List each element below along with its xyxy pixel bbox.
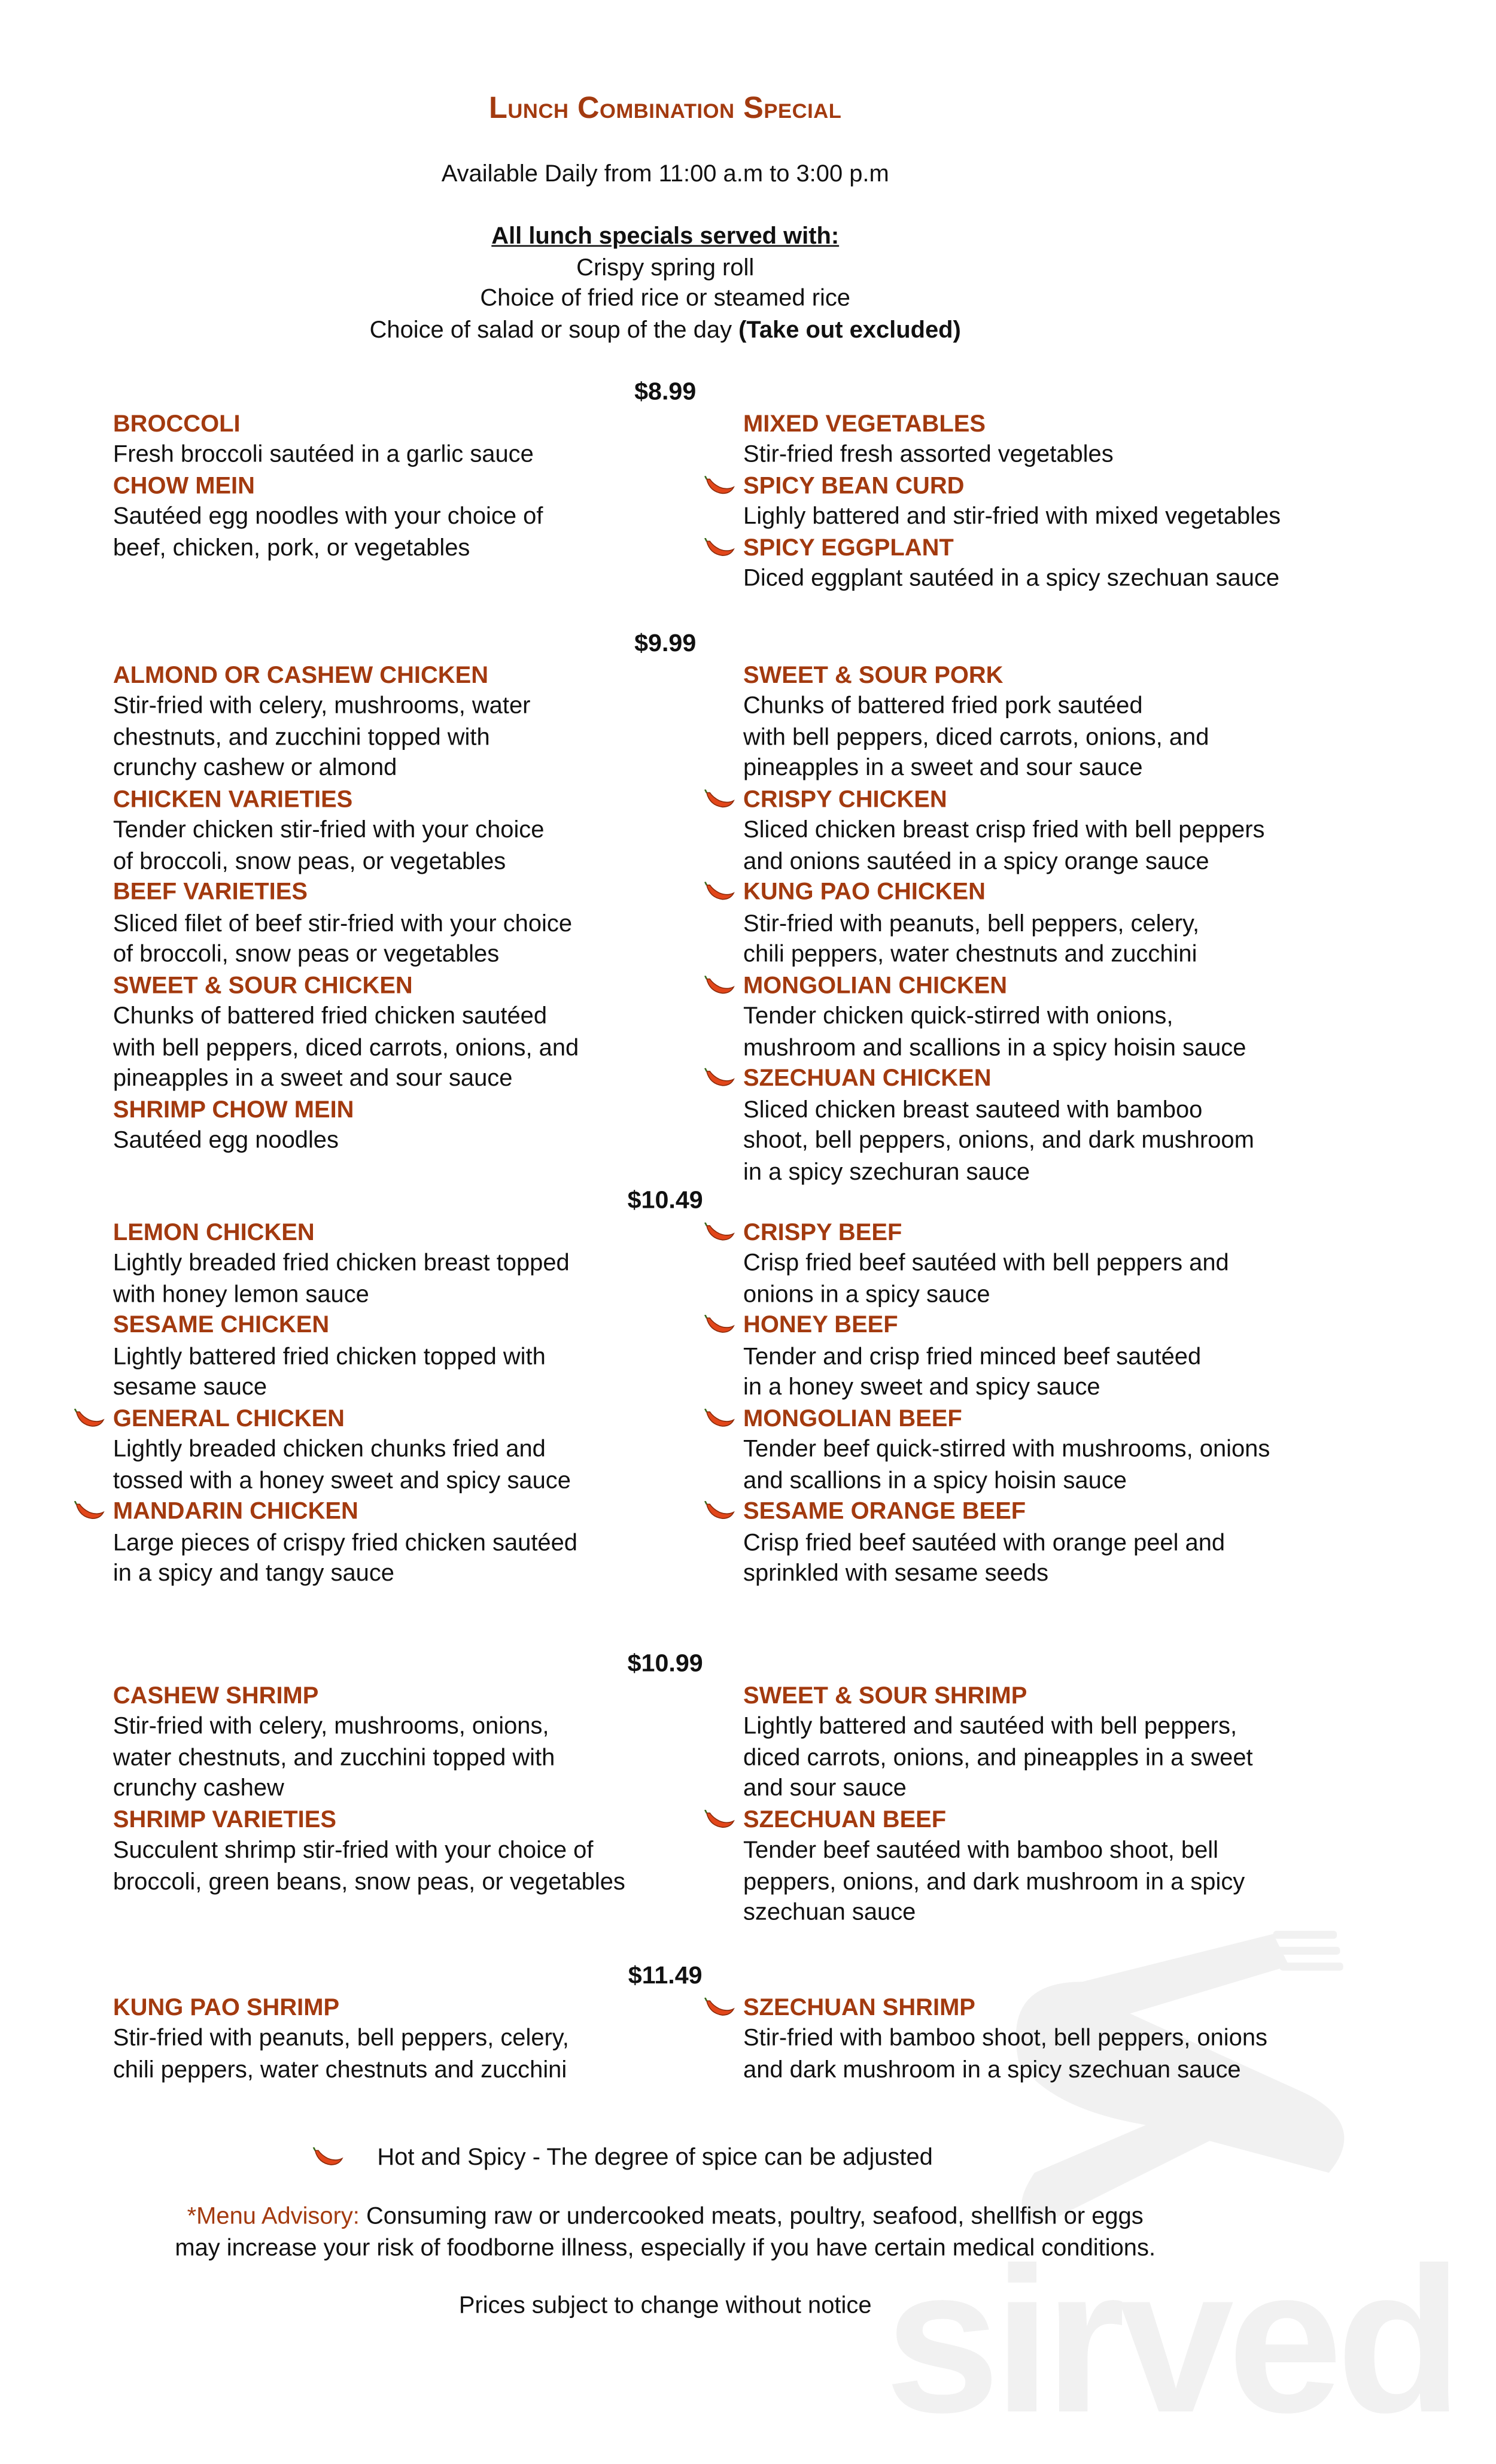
menu-item-name: MIXED VEGETABLES [743,409,986,437]
price-heading: $8.99 [634,378,697,406]
menu-item-name: SWEET & SOUR PORK [743,661,1004,689]
menu-item [743,1804,1332,1928]
menu-column-right [743,1992,1332,2085]
menu-column-right [743,660,1332,1187]
chili-pepper-icon [704,1997,735,2019]
chili-pepper-icon [704,1501,735,1523]
chili-pepper-icon [704,789,735,811]
menu-item [743,877,1332,970]
menu-item-name: CHOW MEIN [112,472,255,499]
menu-advisory [0,2201,1330,2232]
chili-pepper-icon [704,1809,735,1831]
served-with-item: Choice of fried rice or steamed rice [480,285,851,312]
menu-item-description: Lightly battered and sautéed with bell peppers, diced carrots, onions, and pineapples in a sweet and sour sauce [743,1712,1253,1802]
menu-item-name: KUNG PAO CHICKEN [743,879,986,906]
menu-item [113,1094,702,1156]
menu-item [743,1403,1332,1496]
menu-item [113,784,702,877]
menu-item-name: ALMOND OR CASHEW CHICKEN [112,661,489,689]
served-with-item [0,314,1330,345]
menu-item [113,470,702,564]
menu-item-description: Chunks of battered fried pork sautéed with bell peppers, diced carrots, onions, and pineapples in a sweet and sour sauce [743,692,1209,782]
menu-item-name: BROCCOLI [112,409,241,437]
menu-item-name: MONGOLIAN CHICKEN [743,971,1008,999]
menu-item-description: Lighly battered and stir-fried with mixed vegetables [743,503,1281,530]
menu-item-description: Lightly breaded chicken chunks fried and tossed with a honey sweet and spicy sauce [112,1435,571,1494]
menu-item-description: Fresh broccoli sautéed in a garlic sauce [112,440,534,468]
chili-pepper-icon [312,2147,343,2170]
menu-item-name: SPICY BEAN CURD [743,472,965,499]
menu-item-name: MANDARIN CHICKEN [112,1497,358,1525]
menu-item-description: Sliced chicken breast sauteed with bamboo shoot, bell peppers, onions, and dark mushroom in a spicy szechuran sauce [743,1096,1254,1186]
menu-item [113,1992,702,2085]
menu-item-name: CRISPY BEEF [743,1218,902,1246]
menu-item [113,1496,702,1590]
served-with-item-text: Choice of salad or soup of the day [369,315,732,344]
menu-item-name: SZECHUAN CHICKEN [743,1065,992,1092]
menu-item-description: Lightly battered fried chicken topped with sesame sauce [112,1342,546,1401]
menu-item-description: Stir-fried fresh assorted vegetables [743,440,1114,468]
menu-item-description: Stir-fried with bamboo shoot, bell peppers, onions and dark mushroom in a spicy szechuan sauce [743,2025,1267,2083]
advisory-label: *Menu Advisory: [187,2202,360,2231]
menu-item-description: Tender chicken quick-stirred with onions, mushroom and scallions in a spicy hoisin sauce [743,1002,1246,1061]
chili-pepper-icon [704,882,735,904]
chili-pepper-icon [704,1408,735,1430]
menu-item [113,660,702,783]
menu-item [113,1217,702,1310]
menu-item-description: Tender chicken stir-fried with your choice of broccoli, snow peas, or vegetables [112,816,545,875]
menu-item [113,1680,702,1804]
menu-item-description: Sliced filet of beef stir-fried with your choice of broccoli, snow peas or vegetables [112,909,573,968]
menu-item [743,408,1332,470]
menu-item-name: LEMON CHICKEN [112,1218,315,1246]
menu-item [113,970,702,1094]
menu-column-right [743,1217,1332,1589]
menu-item-description: Stir-fried with peanuts, bell peppers, celery, chili peppers, water chestnuts and zucchini [743,909,1200,968]
menu-item [113,1804,702,1898]
menu-item-description: Sliced chicken breast crisp fried with bell peppers and onions sautéed in a spicy orange sauce [743,816,1265,875]
chili-pepper-icon [704,537,735,560]
menu-item-name: SZECHUAN BEEF [743,1806,947,1833]
sirved-watermark: sirved [884,2223,1457,2456]
menu-item-name: SHRIMP VARIETIES [112,1806,337,1833]
chili-pepper-icon [704,1315,735,1337]
menu-item [743,970,1332,1064]
price-heading: $11.49 [628,1962,703,1990]
served-with-item: Crispy spring roll [576,254,755,281]
menu-item-description: Tender beef sautéed with bamboo shoot, bell peppers, onions, and dark mushroom in a spicy szechuan sauce [743,1837,1245,1927]
menu-item-name: BEEF VARIETIES [112,879,308,906]
menu-item-name: SESAME CHICKEN [112,1311,330,1339]
menu-item [743,533,1332,595]
chili-pepper-icon [704,1068,735,1090]
menu-item [743,660,1332,783]
menu-item-description: Stir-fried with peanuts, bell peppers, celery, chili peppers, water chestnuts and zucchini [112,2025,569,2083]
menu-item [743,1217,1332,1310]
menu-item [743,784,1332,877]
menu-column-left [113,660,702,1156]
chili-pepper-icon [704,1222,735,1244]
menu-item-description: Large pieces of crispy fried chicken sautéed in a spicy and tangy sauce [112,1529,577,1587]
menu-item-description: Stir-fried with celery, mushrooms, water chestnuts, and zucchini topped with crunchy cashew or almond [112,692,531,782]
menu-item-name: GENERAL CHICKEN [112,1405,345,1432]
menu-item-description: Sautéed egg noodles [112,1126,339,1154]
price-heading: $10.49 [627,1187,703,1215]
menu-item-name: SZECHUAN SHRIMP [743,1994,975,2021]
menu-item [743,470,1332,533]
prices-note: Prices subject to change without notice [458,2292,872,2320]
menu-item-description: Sautéed egg noodles with your choice of beef, chicken, pork, or vegetables [112,503,543,561]
served-with-heading: All lunch specials served with: [491,223,840,250]
menu-item [743,1680,1332,1804]
chili-pepper-icon [73,1408,105,1430]
advisory-text: may increase your risk of foodborne illness, especially if you have certain medical conditions. [175,2234,1156,2261]
menu-item [113,1310,702,1403]
chili-pepper-icon [73,1501,105,1523]
menu-column-left [113,1992,702,2085]
take-out-note: (Take out excluded) [738,315,961,344]
menu-column-right [743,408,1332,594]
price-heading: $10.99 [627,1651,703,1678]
menu-item-name: SPICY EGGPLANT [743,534,954,561]
menu-item-name: SESAME ORANGE BEEF [743,1497,1026,1525]
menu-column-left [113,1680,702,1897]
menu-item [113,877,702,970]
menu-item-name: CHICKEN VARIETIES [112,785,353,813]
menu-item-name: MONGOLIAN BEEF [743,1405,962,1432]
chili-pepper-icon [704,475,735,497]
menu-item-description: Stir-fried with celery, mushrooms, onions, water chestnuts, and zucchini topped with crunchy cashew [112,1712,555,1802]
menu-item [743,1310,1332,1403]
chili-pepper-icon [704,975,735,997]
advisory-text: Consuming raw or undercooked meats, poultry, seafood, shellfish or eggs [366,2202,1144,2231]
menu-item-description: Succulent shrimp stir-fried with your choice of broccoli, green beans, snow peas, or vegetables [112,1837,625,1895]
spicy-legend-text: Hot and Spicy - The degree of spice can be adjusted [377,2144,933,2171]
price-heading: $9.99 [634,630,697,658]
menu-item-description: Tender beef quick-stirred with mushrooms, onions and scallions in a spicy hoisin sauce [743,1435,1270,1494]
menu-item-description: Tender and crisp fried minced beef sautéed in a honey sweet and spicy sauce [743,1342,1202,1401]
menu-item-description: Chunks of battered fried chicken sautéed with bell peppers, diced carrots, onions, and pineapples in a sweet and sour sauce [112,1002,579,1092]
availability-text: Available Daily from 11:00 a.m to 3:00 p.m [441,160,889,188]
menu-item [743,1992,1332,2085]
menu-column-left [113,1217,702,1589]
page-title: Lunch Combination Special [489,92,842,126]
menu-column-left [113,408,702,563]
menu-item [743,1064,1332,1187]
menu-item-description: Crisp fried beef sautéed with bell peppers and onions in a spicy sauce [743,1249,1229,1308]
menu-item-name: SWEET & SOUR SHRIMP [743,1681,1027,1709]
menu-item-name: SWEET & SOUR CHICKEN [112,971,413,999]
menu-item-description: Diced eggplant sautéed in a spicy szechuan sauce [743,565,1280,593]
menu-item [113,408,702,470]
menu-item-name: KUNG PAO SHRIMP [112,1994,340,2021]
menu-item-name: CRISPY CHICKEN [743,785,947,813]
menu-item-name: SHRIMP CHOW MEIN [112,1096,354,1123]
menu-item [113,1403,702,1496]
menu-item-name: CASHEW SHRIMP [112,1681,319,1709]
menu-item-name: HONEY BEEF [743,1311,898,1339]
menu-item-description: Crisp fried beef sautéed with orange peel and sprinkled with sesame seeds [743,1529,1226,1587]
menu-column-right [743,1680,1332,1928]
menu-item-description: Lightly breaded fried chicken breast topped with honey lemon sauce [112,1249,570,1308]
menu-item [743,1496,1332,1590]
